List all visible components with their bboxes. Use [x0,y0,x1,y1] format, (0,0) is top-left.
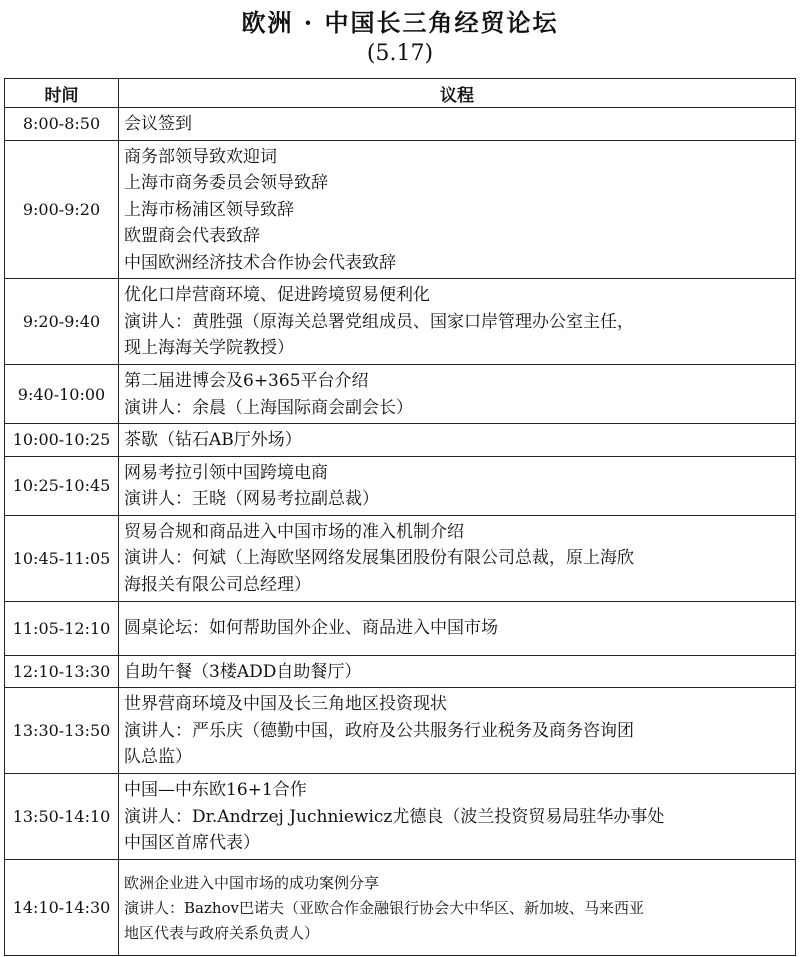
agenda-line: 圆桌论坛：如何帮助国外企业、商品进入中国市场 [124,618,498,639]
agenda-cell [119,688,796,774]
agenda-cell [119,365,796,424]
table-row [5,365,796,424]
agenda-line: 演讲人：Dr.Andrzej Juchniewicz尤德良（波兰投资贸易局驻华办事处 [124,806,665,827]
column-header-time: 时间 [5,79,119,108]
time-cell: 12:10-13:30 [5,655,119,688]
agenda-line: 地区代表与政府关系负责人） [124,923,320,942]
column-header-agenda: 议程 [119,79,796,108]
table-row [5,688,796,774]
agenda-line: 演讲人：余晨（上海国际商会副会长） [124,397,413,418]
agenda-cell [119,774,796,860]
agenda-line: 中国—中东欧16+1合作 [124,780,307,801]
agenda-cell [119,515,796,601]
time-cell: 9:00-9:20 [5,140,119,279]
time-cell: 9:20-9:40 [5,279,119,365]
time-cell: 14:10-14:30 [5,860,119,956]
table-row [5,279,796,365]
agenda-line: 会议签到 [124,114,192,134]
table-row [5,456,796,515]
agenda-line: 欧盟商会代表致辞 [124,226,260,246]
agenda-cell [119,655,796,688]
table-row [5,140,796,279]
agenda-line: 欧洲企业进入中国市场的成功案例分享 [124,873,380,892]
table-row [5,655,796,688]
agenda-cell [119,601,796,655]
agenda-line: 海报关有限公司总经理） [124,574,311,595]
agenda-line: 演讲人：严乐庆（德勤中国，政府及公共服务行业税务及商务咨询团 [124,720,634,741]
table-row [5,515,796,601]
agenda-table [4,78,796,956]
table-row [5,860,796,956]
agenda-line: 演讲人：黄胜强（原海关总署党组成员、国家口岸管理办公室主任， [124,311,634,332]
agenda-line: 自助午餐（3楼ADD自助餐厅） [124,661,362,682]
agenda-line: 上海市商务委员会领导致辞 [124,173,328,193]
agenda-line: 演讲人：王晓（网易考拉副总裁） [124,489,379,509]
agenda-line: 网易考拉引领中国跨境电商 [124,462,328,483]
page-subtitle: (5.17) [366,41,434,66]
table-row [5,774,796,860]
agenda-cell [119,424,796,457]
agenda-cell [119,108,796,141]
agenda-line: 中国欧洲经济技术合作协会代表致辞 [124,252,396,273]
agenda-line: 演讲人：Bazhov巴诺夫（亚欧合作金融银行协会大中华区、新加坡、马来西亚 [124,898,645,917]
agenda-line: 茶歇（钻石AB厅外场） [124,430,302,450]
agenda-line: 优化口岸营商环境、促进跨境贸易便利化 [124,285,430,306]
time-cell: 13:50-14:10 [5,774,119,860]
time-cell: 13:30-13:50 [5,688,119,774]
agenda-line: 世界营商环境及中国及长三角地区投资现状 [124,694,447,715]
agenda-line: 贸易合规和商品进入中国市场的准入机制介绍 [124,521,464,542]
agenda-cell [119,279,796,365]
agenda-cell [119,860,796,956]
agenda-line: 第二届进博会及6+365平台介绍 [124,371,369,391]
agenda-cell [119,140,796,279]
agenda-line: 商务部领导致欢迎词 [124,146,277,167]
agenda-body [5,108,796,956]
table-row [5,108,796,141]
time-cell: 10:45-11:05 [5,515,119,601]
agenda-line: 演讲人：何斌（上海欧坚网络发展集团股份有限公司总裁，原上海欣 [124,548,634,569]
agenda-line: 中国区首席代表） [124,833,260,854]
table-row [5,424,796,457]
table-header-row [5,79,796,108]
time-cell: 10:25-10:45 [5,456,119,515]
time-cell: 10:00-10:25 [5,424,119,457]
page-title: 欧洲 · 中国长三角经贸论坛 [241,8,559,37]
agenda-line: 上海市杨浦区领导致辞 [124,199,294,220]
agenda-line: 队总监） [124,747,192,768]
time-cell: 11:05-12:10 [5,601,119,655]
table-row [5,601,796,655]
agenda-cell [119,456,796,515]
agenda-line: 现上海海关学院教授） [124,338,294,359]
time-cell: 8:00-8:50 [5,108,119,141]
time-cell: 9:40-10:00 [5,365,119,424]
